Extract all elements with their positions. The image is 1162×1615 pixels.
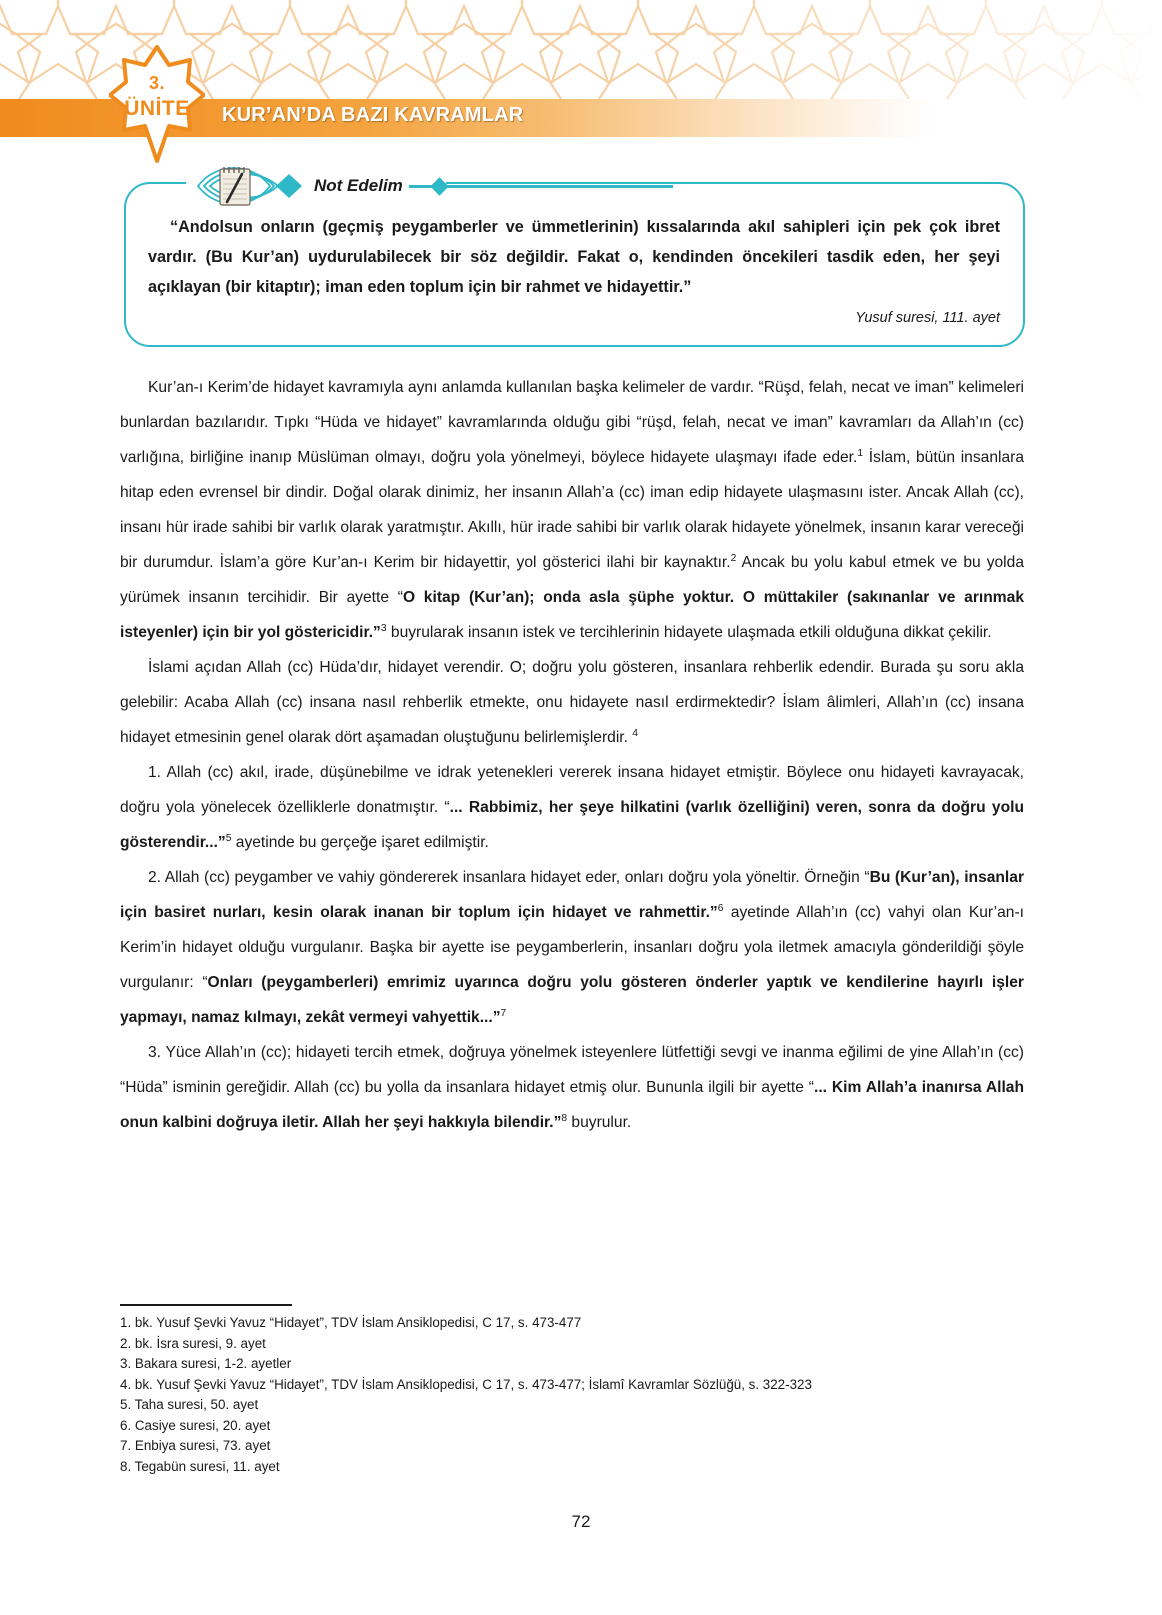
footnote-item: 4. bk. Yusuf Şevki Yavuz “Hidayet”, TDV İslam Ansiklopedisi, C 17, s. 473-477; İslamî Kavramlar Sözlüğü, s. 322-323: [120, 1376, 812, 1392]
note-dash: [409, 185, 431, 188]
notepad-pen-icon: [190, 160, 312, 212]
footnote-item: 7. Enbiya suresi, 73. ayet: [120, 1438, 271, 1453]
p3-text-b: ayetinde bu gerçeğe işaret edilmiştir.: [231, 834, 489, 851]
p1-text-d: buyrularak insanın istek ve tercihlerinin hidayete ulaşmada etkili olduğuna dikkat çekilir.: [386, 624, 992, 641]
footnotes-section: [120, 1304, 1024, 1477]
footnote-item: 3. Bakara suresi, 1-2. ayetler: [120, 1356, 292, 1371]
paragraph-3-item-1: [120, 755, 1024, 860]
p1-text-b: İslam, bütün insanlara hitap eden evrensel bir dindir. Doğal olarak dinimiz, her insanın Allah’a (cc) iman edip hidayete ulaşmasını ister. Ancak Allah (cc), insanı hür irade sahibi bir varlık olarak yaratmıştır. Akıllı, hür irade sahibi bir varlık olarak hidayete yönelmek, insanın karar vereceği bir durumdur. İslam’a göre Kur’an-ı Kerim bir hidayettir, yol gösterici ilahi bir kaynaktır.: [120, 449, 1024, 571]
footnote-item: 5. Taha suresi, 50. ayet: [120, 1397, 259, 1412]
p1-text-c: Ancak bu yolu kabul etmek ve bu yolda yürümek insanın tercihidir. Bir ayette “: [120, 554, 1024, 606]
unit-badge: [109, 45, 205, 163]
footnote-ref-5: 5: [225, 832, 232, 844]
unit-word: ÜNİTE: [124, 97, 190, 120]
unit-number: 3.: [148, 73, 165, 93]
paragraph-1: [120, 370, 1024, 650]
note-source-citation: Yusuf suresi, 111. ayet: [855, 310, 1000, 326]
p4-text-b: ayetinde Allah’ın (cc) vahyi olan Kur’an-ı Kerim’in hidayet olduğu vurgulanır. Başka bir ayette ise peygamberlerin, insanları doğru yola iletmek amacıyla gönderildiği şöyle vurgulanır: “: [120, 904, 1025, 991]
note-quote-text: “Andolsun onların (geçmiş peygamberler ve ümmetlerinin) kıssalarında akıl sahipleri için pek çok ibret vardır. (Bu Kur’an) uydurulabilecek bir söz değildir. Fakat o, kendinden öncekileri tasdik eden, her şeyi açıklayan (bir kitaptır); iman eden toplum için bir rahmet ve hidayettir.”: [148, 218, 1000, 296]
note-header-rule: [425, 185, 673, 188]
p3-quote-bold: ... Rabbimiz, her şeye hilkatini (varlık özelliğini) veren, sonra da doğru yolu gösterendir...”: [120, 799, 1024, 851]
footnote-ref-7: 7: [500, 1007, 507, 1019]
p1-text-a: Kur’an-ı Kerim’de hidayet kavramıyla aynı anlamda kullanılan başka kelimeler de vardır. “Rüşd, felah, necat ve iman” kelimeleri bunlardan bazılarıdır. Tıpkı “Hüda ve hidayet” kavramlarında olduğu gibi “rüşd, felah, necat ve iman” kavramları da Allah’ın (cc) varlığına, birliğine inanıp Müslüman olmayı, doğru yola yönelmeyi, böylece hidayete ulaşmayı ifade eder.: [120, 379, 1024, 466]
footnote-item: 8. Tegabün suresi, 11. ayet: [120, 1458, 280, 1474]
page-header: [0, 0, 1162, 145]
footnote-ref-4: 4: [632, 727, 639, 739]
p4-text-a: 2. Allah (cc) peygamber ve vahiy göndererek insanlara hidayet eder, onları doğru yola yöneltir. Örneğin “: [148, 869, 870, 886]
p5-text-b: buyrulur.: [567, 1114, 632, 1131]
paragraph-2: [120, 650, 1024, 755]
note-header: [190, 160, 446, 212]
page-number: 72: [571, 1512, 591, 1531]
main-content: [120, 370, 1024, 1140]
footnote-item: 2. bk. İsra suresi, 9. ayet: [120, 1335, 266, 1351]
footnote-divider: [120, 1304, 292, 1306]
note-diamond-icon: [430, 177, 448, 195]
p1-quote-bold: O kitap (Kur’an); onda asla şüphe yoktur. O müttakiler (sakınanlar ve arınmak isteyenler) için bir yol göstericidir.”: [120, 589, 1024, 641]
footnote-ref-2: 2: [730, 552, 737, 564]
footnote-ref-8: 8: [561, 1112, 568, 1124]
paragraph-5-item-3: [120, 1035, 1024, 1140]
p4-quote-bold-2: Onları (peygamberleri) emrimiz uyarınca doğru yolu gösteren önderler yaptık ve kendilerine hayırlı işler yapmayı, namaz kılmayı, zekât vermeyi vahyettik...”: [120, 974, 1024, 1026]
p3-text-a: 1. Allah (cc) akıl, irade, düşünebilme ve idrak yetenekleri vererek insana hidayet etmiştir. Böylece onu hidayeti kavrayacak, doğru yola yönelecek özelliklerle donatmıştır. “: [120, 764, 1024, 816]
p5-text-a: 3. Yüce Allah’ın (cc); hidayeti tercih etmek, doğruya yönelmek isteyenlere lütfettiği sevgi ve inanma eğilimi de yine Allah’ın (cc) “Hüda” isminin gereğidir. Allah (cc) bu yolla da insanlara hidayet etmiş olur. Bununla ilgili bir ayette “: [120, 1044, 1024, 1096]
p5-quote-bold: ... Kim Allah’a inanırsa Allah onun kalbini doğruya iletir. Allah her şeyi hakkıyla bilendir.”: [120, 1079, 1024, 1131]
footnote-item: 6. Casiye suresi, 20. ayet: [120, 1417, 271, 1433]
footnote-ref-1: 1: [857, 447, 864, 459]
p4-quote-bold-1: Bu (Kur’an), insanlar için basiret nurları, kesin olarak inanan bir toplum için hidayet ve rahmettir.”: [120, 869, 1025, 921]
footnote-item: 1. bk. Yusuf Şevki Yavuz “Hidayet”, TDV İslam Ansiklopedisi, C 17, s. 473-477: [120, 1315, 582, 1330]
footnote-ref-3: 3: [380, 622, 387, 634]
paragraph-4-item-2: [120, 860, 1024, 1035]
p2-text-a: İslami açıdan Allah (cc) Hüda’dır, hidayet verendir. O; doğru yolu gösteren, insanlara rehberlik edendir. Burada şu soru akla gelebilir: Acaba Allah (cc) insana nasıl rehberlik etmekte, onu hidayete nasıl erdirmektedir? İslam âlimleri, Allah’ın (cc) insana hidayet etmesinin genel olarak dört aşamadan oluştuğunu belirlemişlerdir.: [120, 659, 1024, 746]
footnote-ref-6: 6: [717, 902, 724, 914]
note-label: Not Edelim: [314, 176, 403, 195]
page-title: KUR’AN’DA BAZI KAVRAMLAR: [222, 104, 524, 126]
